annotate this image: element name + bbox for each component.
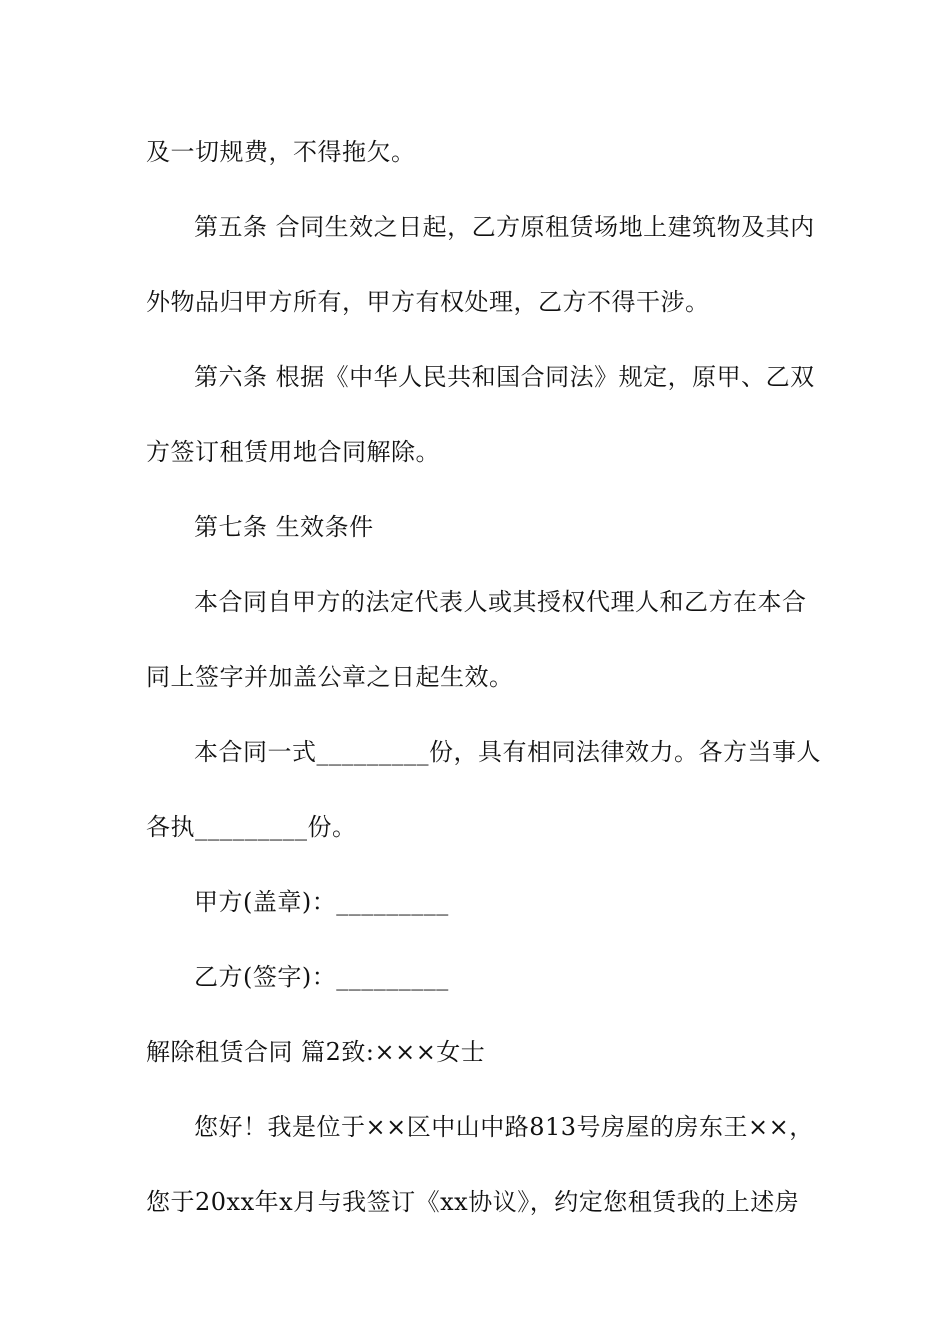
paragraph-line: 外物品归甲方所有，甲方有权处理，乙方不得干涉。 xyxy=(146,288,710,316)
letter-paragraph-line: 您好！我是位于××区中山中路813号房屋的房东王××， xyxy=(194,1113,814,1141)
article-6-heading-line: 第六条 根据《中华人民共和国合同法》规定，原甲、乙双 xyxy=(194,363,815,391)
party-a-signature-line: 甲方(盖章)：_________ xyxy=(194,888,449,916)
letter-paragraph-line: 您于20xx年x月与我签订《xx协议》，约定您租赁我的上述房 xyxy=(146,1188,800,1216)
party-b-signature-line: 乙方(签字)：_________ xyxy=(194,963,449,991)
paragraph-line: 方签订租赁用地合同解除。 xyxy=(146,438,440,466)
copies-clause-line: 各执_________份。 xyxy=(146,813,357,841)
article-7-heading: 第七条 生效条件 xyxy=(194,513,374,541)
paragraph-line: 及一切规费，不得拖欠。 xyxy=(146,138,416,166)
paragraph-line: 本合同自甲方的法定代表人或其授权代理人和乙方在本合 xyxy=(194,588,807,616)
article-5-heading-line: 第五条 合同生效之日起，乙方原租赁场地上建筑物及其内 xyxy=(194,213,815,241)
section-2-heading: 解除租赁合同 篇2致:×××女士 xyxy=(146,1038,486,1066)
paragraph-line: 同上签字并加盖公章之日起生效。 xyxy=(146,663,514,691)
copies-clause-line: 本合同一式_________份，具有相同法律效力。各方当事人 xyxy=(194,738,821,766)
